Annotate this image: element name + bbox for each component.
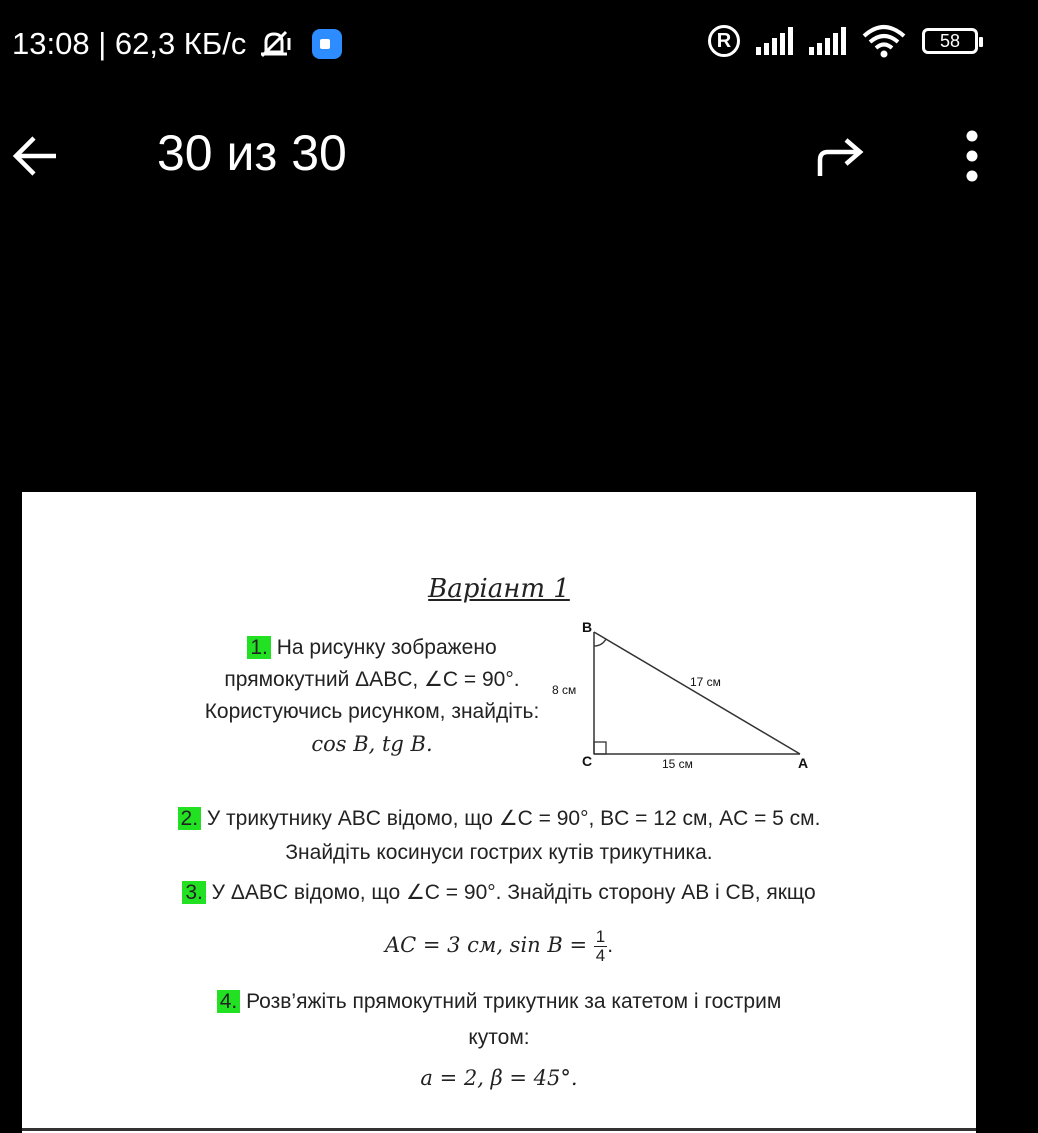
status-time-speed: 13:08 | 62,3 КБ/с [12, 26, 247, 61]
fraction-numerator: 1 [595, 927, 606, 946]
task-1-number: 1. [247, 636, 271, 659]
variant-heading: Варіант 1 [428, 574, 570, 604]
task-1 [172, 632, 572, 760]
page-title: 30 из 30 [157, 125, 347, 181]
task-2-line-1: У трикутнику ABC відомо, що ∠C = 90°, BC = 12 см, AC = 5 см. [206, 807, 821, 830]
vertex-b: B [582, 619, 593, 635]
status-right [708, 24, 978, 58]
share-icon[interactable] [812, 130, 868, 182]
mute-icon [256, 28, 296, 60]
wifi-icon [862, 24, 906, 58]
battery-level: 58 [939, 30, 961, 51]
battery-icon [922, 28, 978, 54]
app-bar [0, 100, 1038, 210]
fraction-denominator: 4 [595, 946, 606, 965]
more-vertical-icon[interactable] [955, 128, 989, 184]
task-2 [22, 802, 976, 870]
triangle-figure [532, 612, 832, 772]
status-bar [0, 0, 1038, 96]
fraction [594, 928, 607, 965]
signal-icon [756, 27, 793, 55]
task-1-line-1: На рисунку зображено [276, 636, 497, 659]
task-3-condition [22, 928, 976, 965]
vertex-c: C [582, 753, 593, 769]
zoom-app-icon [312, 29, 342, 59]
signal-icon-2 [809, 27, 846, 55]
task-2-number: 2. [178, 807, 202, 830]
side-ab-label: 17 см [690, 675, 721, 689]
task-3 [22, 876, 976, 910]
task-4-line-3: a = 2, β = 45°. [420, 1066, 578, 1090]
task-4-line-1: Розв’яжіть прямокутний трикутник за катетом і гострим [246, 990, 782, 1013]
task-2-line-2: Знайдіть косинуси гострих кутів трикутника. [285, 841, 713, 864]
task-3-line-2: AC = 3 см, sin B = [384, 933, 594, 958]
task-3-number: 3. [182, 881, 206, 904]
divider [22, 1128, 976, 1131]
task-1-line-2: прямокутний ΔABC, ∠C = 90°. [224, 668, 520, 691]
document-image[interactable] [22, 492, 976, 1133]
back-arrow-icon[interactable] [10, 130, 62, 182]
task-4 [22, 984, 976, 1056]
task-3-line-1: У ΔABC відомо, що ∠C = 90°. Знайдіть сторону AB і CB, якщо [211, 881, 816, 904]
task-4-line-2: кутом: [468, 1026, 530, 1049]
status-left [12, 26, 342, 62]
side-ca-label: 15 см [662, 757, 693, 771]
registered-icon: R [708, 25, 740, 57]
vertex-a: A [798, 755, 809, 771]
task-1-line-3: Користуючись рисунком, знайдіть: [204, 700, 540, 723]
task-4-number: 4. [217, 990, 241, 1013]
task-3-suffix: . [607, 934, 614, 958]
task-1-line-4: cos B, tg B. [311, 732, 433, 756]
side-bc-label: 8 см [552, 683, 577, 697]
